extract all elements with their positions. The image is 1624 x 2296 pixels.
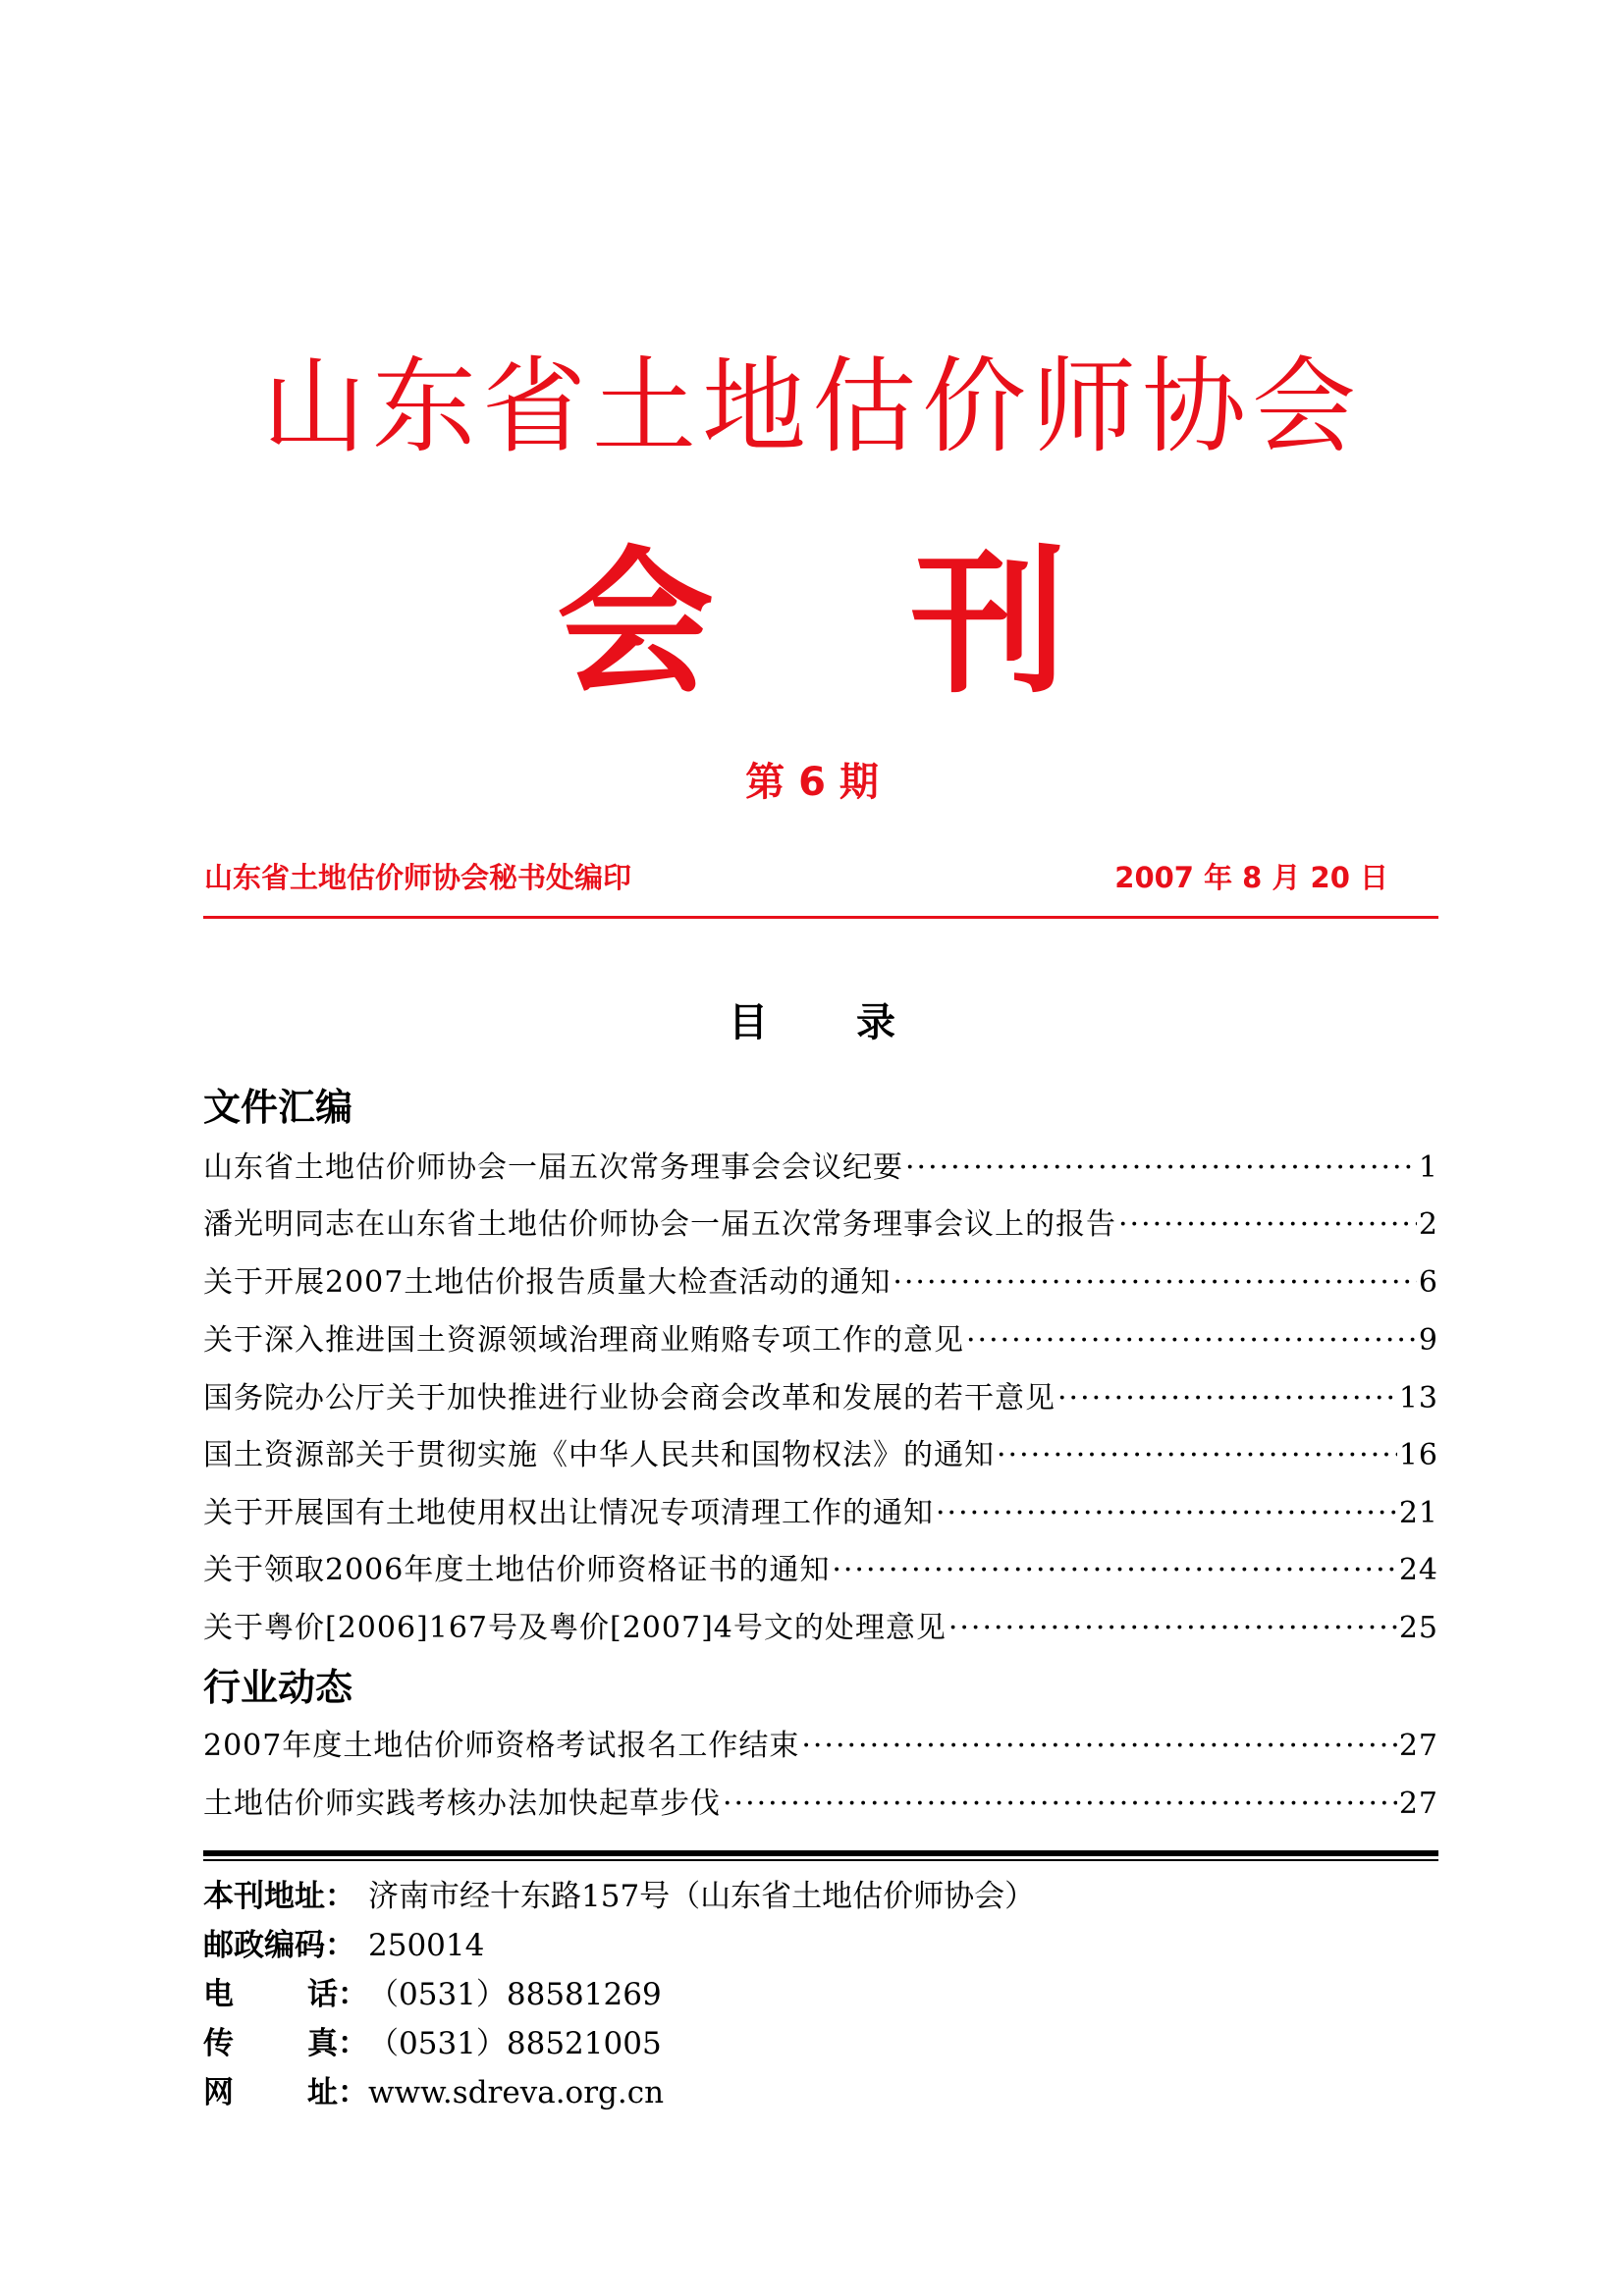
toc-entry-title: 山东省土地估价师协会一届五次常务理事会会议纪要 [203, 1150, 903, 1185]
toc-entry-page: 27 [1398, 1787, 1438, 1821]
footer-divider-thin [203, 1859, 1438, 1861]
toc-entry-title: 土地估价师实践考核办法加快起草步伐 [203, 1787, 721, 1821]
journal-name-char-1: 会 [556, 531, 714, 715]
phone-label [203, 1971, 368, 2018]
toc-leader-dots [1118, 1203, 1417, 1247]
organization-title: 山东省土地估价师协会 [262, 347, 1362, 467]
footer-divider-thick [203, 1850, 1438, 1856]
website-label [203, 2069, 368, 2116]
toc-leader-dots [893, 1261, 1417, 1305]
fax-value: （0531）88521005 [368, 2026, 662, 2061]
publisher: 山东省土地估价师协会秘书处编印 [204, 861, 632, 894]
toc-entry[interactable] [203, 1203, 1438, 1247]
red-divider [203, 916, 1438, 919]
toc-entry[interactable] [203, 1147, 1438, 1190]
website-row [203, 2069, 664, 2116]
toc-entry-page: 24 [1398, 1553, 1438, 1587]
toc-entry[interactable] [203, 1725, 1438, 1768]
toc-section-title: 行业动态 [203, 1666, 353, 1709]
toc-leader-dots [936, 1492, 1397, 1535]
address-label: 本刊地址： [203, 1879, 355, 1914]
fax-row [203, 2020, 662, 2067]
toc-entry-title: 关于深入推进国土资源领域治理商业贿赂专项工作的意见 [203, 1323, 964, 1358]
toc-leader-dots [1057, 1377, 1397, 1420]
address-value: 济南市经十东路157号（山东省土地估价师协会） [368, 1879, 1036, 1914]
toc-entry[interactable] [203, 1434, 1438, 1477]
toc-entry-page: 13 [1398, 1381, 1438, 1415]
toc-entry[interactable] [203, 1549, 1438, 1592]
toc-entry[interactable] [203, 1607, 1438, 1650]
toc-entry-page: 21 [1398, 1496, 1438, 1530]
toc-heading-char-1: 目 [729, 1000, 768, 1045]
phone-row [203, 1971, 662, 2018]
phone-label-part-1: 电 [203, 1977, 234, 2012]
toc-entry[interactable] [203, 1319, 1438, 1362]
toc-entry-page: 16 [1398, 1438, 1438, 1472]
toc-entry-page: 9 [1418, 1323, 1438, 1358]
toc-entry[interactable] [203, 1377, 1438, 1420]
toc-leader-dots [832, 1549, 1396, 1592]
toc-heading [0, 996, 1624, 1049]
journal-name-char-2: 刊 [910, 531, 1068, 715]
address-row [203, 1873, 1035, 1920]
postcode-label: 邮政编码： [203, 1928, 355, 1963]
toc-entry-title: 关于开展国有土地使用权出让情况专项清理工作的通知 [203, 1496, 934, 1530]
toc-leader-dots [801, 1725, 1396, 1768]
toc-entry-title: 关于开展2007土地估价报告质量大检查活动的通知 [203, 1265, 892, 1300]
toc-entry-title: 国务院办公厅关于加快推进行业协会商会改革和发展的若干意见 [203, 1381, 1056, 1415]
toc-leader-dots [997, 1434, 1397, 1477]
toc-leader-dots [723, 1783, 1397, 1826]
toc-leader-dots [966, 1319, 1417, 1362]
toc-entry-title: 关于领取2006年度土地估价师资格证书的通知 [203, 1553, 831, 1587]
toc-entry-title: 关于粤价[2006]167号及粤价[2007]4号文的处理意见 [203, 1611, 947, 1645]
toc-entry-page: 1 [1418, 1150, 1438, 1185]
toc-entry[interactable] [203, 1492, 1438, 1535]
postcode-value: 250014 [368, 1928, 485, 1963]
website-value[interactable]: www.sdreva.org.cn [368, 2075, 665, 2110]
phone-value: （0531）88581269 [368, 1977, 662, 2012]
fax-label [203, 2020, 368, 2067]
toc-entry-page: 2 [1418, 1207, 1438, 1242]
website-label-part-2: 址： [307, 2075, 368, 2110]
toc-heading-char-2: 录 [856, 1000, 895, 1045]
publication-date: 2007 年 8 月 20 日 [1114, 861, 1388, 894]
toc-section-title: 文件汇编 [203, 1086, 353, 1129]
fax-label-part-1: 传 [203, 2026, 234, 2061]
toc-entry-page: 6 [1418, 1265, 1438, 1300]
toc-leader-dots [905, 1147, 1417, 1190]
postcode-row [203, 1922, 484, 1969]
toc-leader-dots [948, 1607, 1397, 1650]
toc-entry-page: 27 [1398, 1729, 1438, 1763]
journal-name [0, 531, 1624, 715]
toc-entry[interactable] [203, 1783, 1438, 1826]
toc-entry-title: 2007年度土地估价师资格考试报名工作结束 [203, 1729, 800, 1763]
toc-entry-page: 25 [1398, 1611, 1438, 1645]
toc-entry-title: 国土资源部关于贯彻实施《中华人民共和国物权法》的通知 [203, 1438, 995, 1472]
issue-number: 第 6 期 [745, 760, 879, 805]
toc-entry-title: 潘光明同志在山东省土地估价师协会一届五次常务理事会议上的报告 [203, 1207, 1116, 1242]
fax-label-part-2: 真： [307, 2026, 368, 2061]
phone-label-part-2: 话： [307, 1977, 368, 2012]
website-label-part-1: 网 [203, 2075, 234, 2110]
toc-entry[interactable] [203, 1261, 1438, 1305]
